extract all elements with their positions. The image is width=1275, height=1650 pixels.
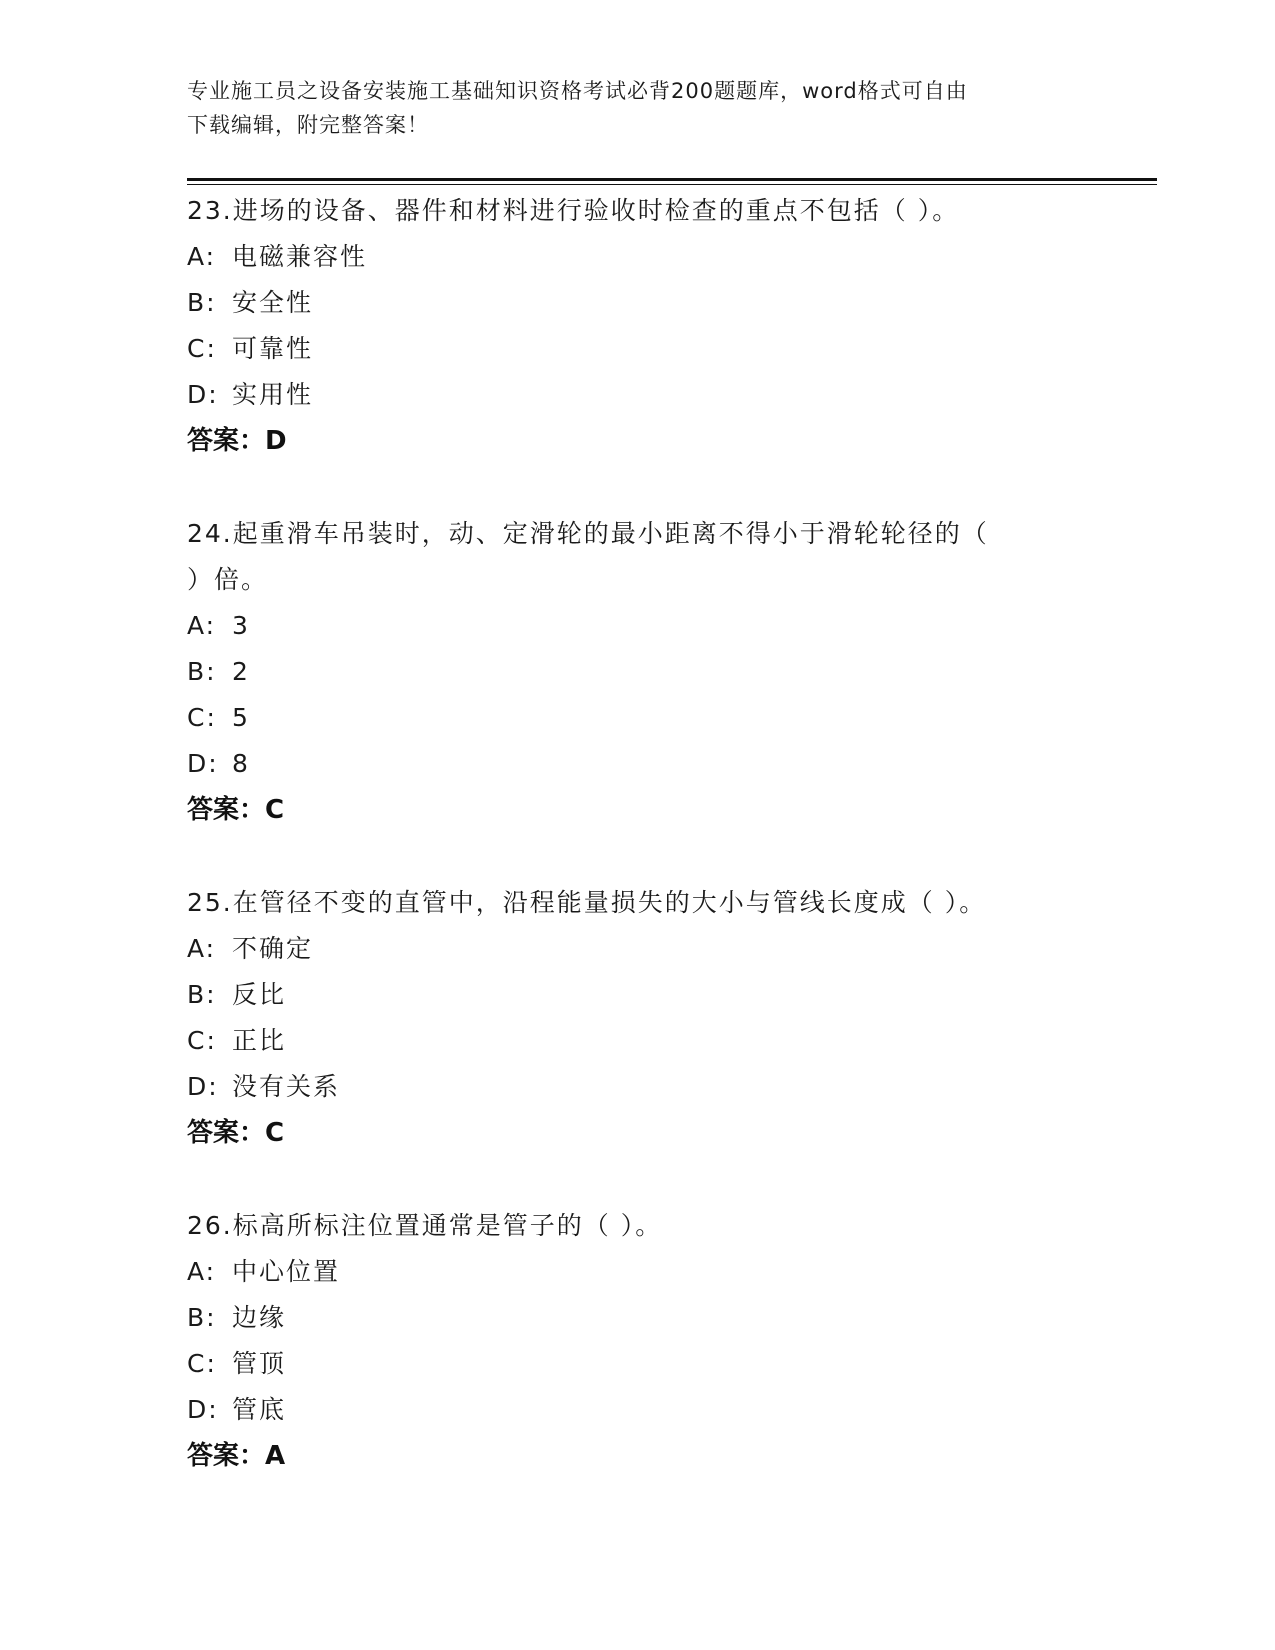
option-text: 安全性 bbox=[232, 288, 314, 317]
option-letter: B: bbox=[187, 1303, 217, 1332]
option-letter: A: bbox=[187, 242, 217, 271]
option-text: 5 bbox=[232, 703, 250, 732]
option-letter: A: bbox=[187, 611, 217, 640]
question-list bbox=[187, 188, 1087, 1526]
option-text: 实用性 bbox=[232, 380, 314, 409]
option-text: 反比 bbox=[232, 980, 287, 1009]
option-c bbox=[187, 1341, 1087, 1387]
option-text: 电磁兼容性 bbox=[232, 242, 368, 271]
header-divider-thick bbox=[187, 178, 1157, 181]
option-text: 管底 bbox=[232, 1395, 287, 1424]
header-line-1: 专业施工员之设备安装施工基础知识资格考试必背200题题库，word格式可自由 bbox=[187, 79, 968, 103]
option-text: 2 bbox=[232, 657, 250, 686]
option-letter: D: bbox=[187, 1395, 219, 1424]
option-d bbox=[187, 372, 1087, 418]
option-letter: A: bbox=[187, 934, 217, 963]
option-b bbox=[187, 972, 1087, 1018]
question-25 bbox=[187, 880, 1087, 1156]
option-text: 边缘 bbox=[232, 1303, 287, 1332]
option-text: 不确定 bbox=[232, 934, 314, 963]
option-d bbox=[187, 741, 1087, 787]
option-letter: D: bbox=[187, 749, 219, 778]
question-stem: 23.进场的设备、器件和材料进行验收时检查的重点不包括（ ）。 bbox=[187, 196, 960, 225]
option-text: 3 bbox=[232, 611, 250, 640]
document-header bbox=[187, 74, 1087, 142]
option-c bbox=[187, 1018, 1087, 1064]
option-letter: C: bbox=[187, 1026, 217, 1055]
option-letter: D: bbox=[187, 1072, 219, 1101]
header-divider-thin bbox=[187, 184, 1157, 185]
option-d bbox=[187, 1064, 1087, 1110]
question-23 bbox=[187, 188, 1087, 464]
option-b bbox=[187, 1295, 1087, 1341]
option-text: 可靠性 bbox=[232, 334, 314, 363]
question-stem: 26.标高所标注位置通常是管子的（ ）。 bbox=[187, 1211, 663, 1240]
header-line-2: 下载编辑，附完整答案！ bbox=[187, 113, 429, 137]
answer-line: 答案：C bbox=[187, 1118, 285, 1148]
option-c bbox=[187, 326, 1087, 372]
option-a bbox=[187, 234, 1087, 280]
option-text: 正比 bbox=[232, 1026, 287, 1055]
option-c bbox=[187, 695, 1087, 741]
option-text: 中心位置 bbox=[232, 1257, 341, 1286]
answer-line: 答案：C bbox=[187, 795, 285, 825]
option-a bbox=[187, 603, 1087, 649]
question-stem: 24.起重滑车吊装时，动、定滑轮的最小距离不得小于滑轮轮径的（ bbox=[187, 519, 989, 548]
option-letter: B: bbox=[187, 657, 217, 686]
option-letter: C: bbox=[187, 334, 217, 363]
option-letter: B: bbox=[187, 288, 217, 317]
question-26 bbox=[187, 1203, 1087, 1479]
question-24 bbox=[187, 511, 1087, 833]
option-d bbox=[187, 1387, 1087, 1433]
option-letter: A: bbox=[187, 1257, 217, 1286]
option-text: 8 bbox=[232, 749, 250, 778]
option-text: 没有关系 bbox=[232, 1072, 341, 1101]
answer-line: 答案：A bbox=[187, 1441, 286, 1471]
option-b bbox=[187, 649, 1087, 695]
option-a bbox=[187, 926, 1087, 972]
option-text: 管顶 bbox=[232, 1349, 287, 1378]
question-stem-continued: ）倍。 bbox=[187, 565, 269, 594]
option-letter: B: bbox=[187, 980, 217, 1009]
question-stem: 25.在管径不变的直管中，沿程能量损失的大小与管线长度成（ ）。 bbox=[187, 888, 987, 917]
option-letter: C: bbox=[187, 1349, 217, 1378]
option-a bbox=[187, 1249, 1087, 1295]
answer-line: 答案：D bbox=[187, 426, 287, 456]
option-b bbox=[187, 280, 1087, 326]
option-letter: D: bbox=[187, 380, 219, 409]
option-letter: C: bbox=[187, 703, 217, 732]
